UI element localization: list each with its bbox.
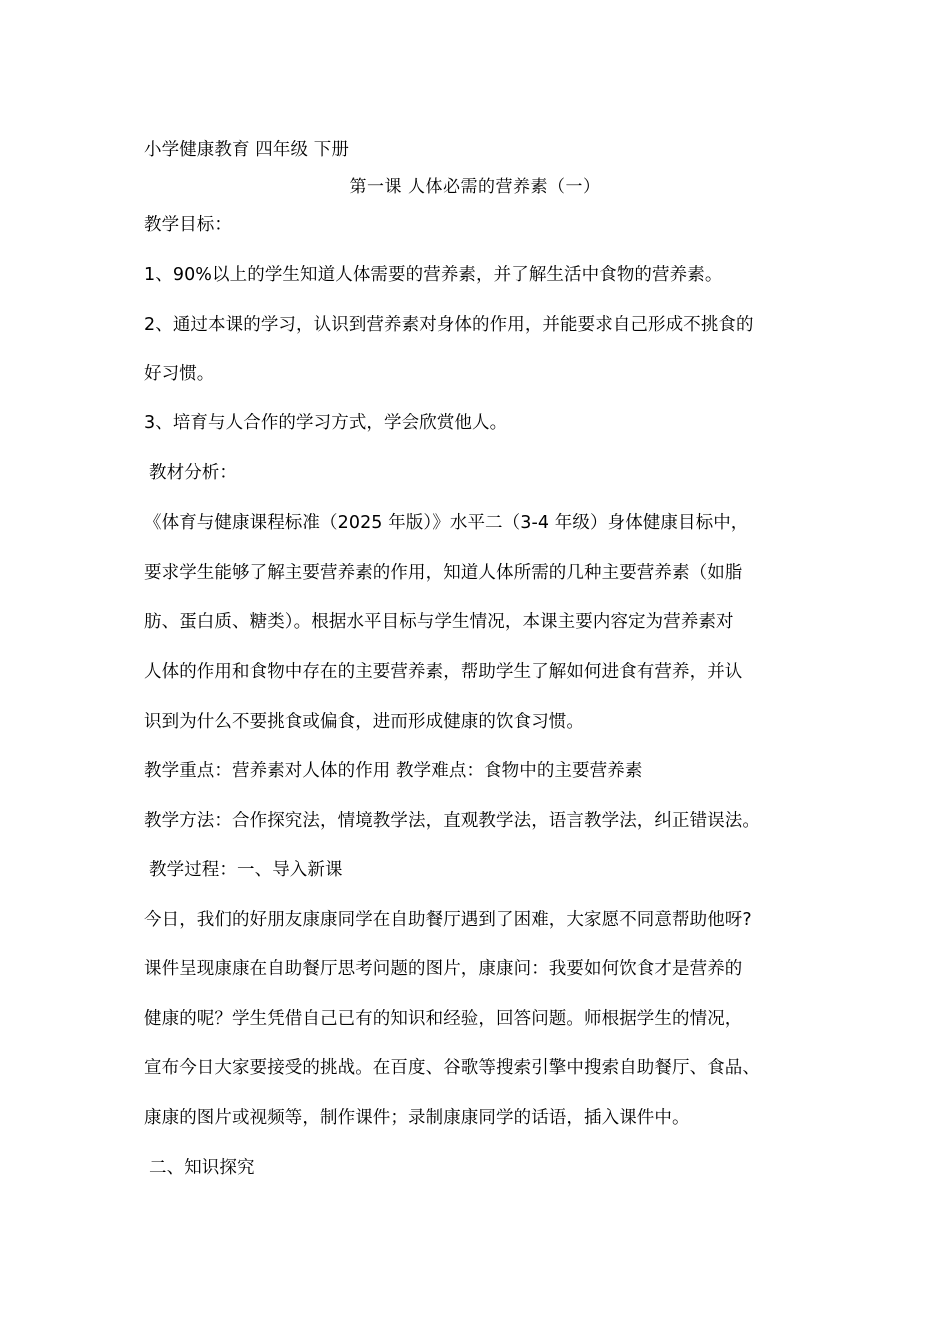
key-and-difficult-points: 教学重点：营养素对人体的作用 教学难点：食物中的主要营养素 xyxy=(144,761,643,781)
process-line: 今日，我们的好朋友康康同学在自助餐厅遇到了困难，大家愿不同意帮助他呀? xyxy=(144,910,752,930)
analysis-line: 《体育与健康课程标准（2025 年版）》水平二（3-4 年级）身体健康目标中， xyxy=(144,513,749,533)
lesson-title: 第一课 人体必需的营养素（一） xyxy=(349,177,601,197)
teaching-methods: 教学方法：合作探究法，情境教学法，直观教学法，语言教学法，纠正错误法。 xyxy=(144,811,760,831)
analysis-heading: 教材分析： xyxy=(149,463,237,483)
objective-3: 3、培育与人合作的学习方式，学会欣赏他人。 xyxy=(144,413,508,433)
objectives-heading: 教学目标： xyxy=(144,215,232,235)
process-line: 课件呈现康康在自助餐厅思考问题的图片，康康问：我要如何饮食才是营养的 xyxy=(144,959,743,979)
document-header: 小学健康教育 四年级 下册 xyxy=(144,140,349,160)
objective-2-line-2: 好习惯。 xyxy=(144,364,215,384)
objective-2-line-1: 2、通过本课的学习，认识到营养素对身体的作用，并能要求自己形成不挑食的 xyxy=(144,315,754,335)
section-2-heading: 二、知识探究 xyxy=(149,1158,255,1178)
analysis-line: 要求学生能够了解主要营养素的作用，知道人体所需的几种主要营养素（如脂 xyxy=(144,563,743,583)
process-heading: 教学过程：一、导入新课 xyxy=(149,860,343,880)
process-line: 健康的呢？学生凭借自己已有的知识和经验，回答问题。师根据学生的情况， xyxy=(144,1009,743,1029)
process-line: 康康的图片或视频等，制作课件；录制康康同学的话语，插入课件中。 xyxy=(144,1108,690,1128)
analysis-line: 识到为什么不要挑食或偏食，进而形成健康的饮食习惯。 xyxy=(144,712,584,732)
analysis-line: 人体的作用和食物中存在的主要营养素，帮助学生了解如何进食有营养，并认 xyxy=(144,662,743,682)
analysis-line: 肪、蛋白质、糖类）。根据水平目标与学生情况，本课主要内容定为营养素对 xyxy=(144,612,734,632)
objective-1: 1、90%以上的学生知道人体需要的营养素，并了解生活中食物的营养素。 xyxy=(144,265,723,285)
process-line: 宣布今日大家要接受的挑战。在百度、谷歌等搜索引擎中搜索自助餐厅、食品、 xyxy=(144,1058,760,1078)
